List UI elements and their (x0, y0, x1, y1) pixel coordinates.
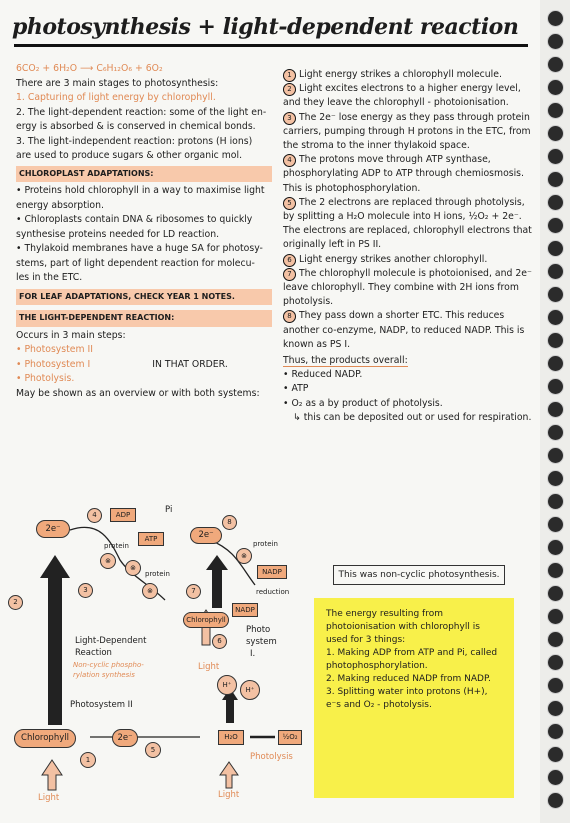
chloroplast-line: stems, part of light dependent reaction for molecu- (16, 257, 255, 269)
step-8: 8 They pass down a shorter ETC. This reduces another co-enzyme, NADP, to reduced NADP. This is known as PS I. (283, 310, 525, 350)
ps1-label-c: I. (250, 649, 256, 659)
leaf-heading: FOR LEAF ADAPTATIONS, CHECK YEAR 1 NOTES. (16, 289, 272, 306)
h2o-label: H₂O (218, 730, 244, 745)
sticky-item: 3. Splitting water into protons (H+), e⁻s and O₂ - photolysis. (326, 687, 488, 710)
ldr-line: • Photosystem I IN THAT ORDER. (16, 358, 228, 370)
hplus-node-2: H⁺ (240, 680, 260, 700)
hplus-node: H⁺ (217, 675, 237, 695)
product-item: • O₂ as a by product of photolysis. (283, 397, 443, 409)
ldr-heading: THE LIGHT-DEPENDENT REACTION: (16, 310, 272, 327)
step-2: 2 Light excites electrons to a higher energy level, and they leave the chlorophyll - photoionisation. (283, 83, 521, 109)
step-7-marker: 7 (186, 584, 201, 599)
ldr-line: • Photosystem II (16, 344, 94, 355)
step-7: 7 The chlorophyll molecule is photoionised, and 2e⁻ leave chlorophyll. They combine with 2H ions from photolysis. (283, 267, 532, 308)
product-item: ↳ this can be deposited out or used for respiration. (293, 411, 532, 423)
ldr-label-2: Reaction (75, 648, 112, 658)
sticky-item: 1. Making ADP from ATP and Pi, called photophosphorylation. (326, 648, 498, 671)
light-label-ps1: Light (198, 662, 220, 672)
ps1-label-a: Photo (246, 625, 271, 635)
chlorophyll-ps2: Chlorophyll (14, 729, 76, 748)
left-line: 1. Capturing of light energy by chlorophyll. (16, 92, 216, 103)
chloroplast-heading: CHLOROPLAST ADAPTATIONS: (16, 166, 272, 183)
left-line: 2. The light-dependent reaction: some of the light en- (16, 106, 267, 118)
step-2-marker: 2 (8, 595, 23, 610)
step-8-marker: 8 (222, 515, 237, 530)
noncyclic-box: This was non-cyclic photosynthesis. (333, 565, 505, 585)
chloroplast-line: energy absorption. (16, 199, 104, 211)
protein-carrier: ⊗ (125, 560, 141, 576)
chloroplast-line: • Chloroplasts contain DNA & ribosomes to quickly (16, 214, 253, 225)
half-o2-label: ½O₂ (278, 730, 302, 745)
protein-label-2: protein (145, 570, 170, 578)
e2-node: 2e⁻ (36, 520, 70, 538)
step-6: 6 Light energy strikes another chlorophyll. (283, 253, 533, 267)
pi-label: Pi (165, 505, 173, 515)
light-label-ps2: Light (38, 793, 60, 803)
energy-arrow-head (40, 555, 70, 578)
left-line: ergy is absorbed & is conserved in chemical bonds. (16, 121, 256, 132)
noncyclic-label-1: Non-cyclic phospho- (73, 661, 144, 669)
noncyclic-label-2: rylation synthesis (73, 671, 135, 679)
step-1-marker: 1 (80, 752, 96, 768)
protein-carrier: ⊗ (100, 553, 116, 569)
chlorophyll-ps1: Chlorophyll (183, 612, 229, 628)
energy-arrow2-shaft (212, 568, 222, 608)
light-arrow (42, 760, 62, 790)
energy-arrow-shaft (48, 575, 62, 725)
photolysis-label: Photolysis (250, 752, 293, 762)
chloroplast-line: • Thylakoid membranes have a huge SA for photosy- (16, 243, 263, 254)
step-3: 3 The 2e⁻ lose energy as they pass through protein carriers, pumping through H protons in the ETC, from the stroma to the inner thylakoid space. (283, 111, 531, 152)
step-6-marker: 6 (212, 634, 227, 649)
products-heading: Thus, the products overall: (283, 355, 408, 367)
ldr-line: Occurs in 3 main steps: (16, 329, 126, 341)
protein-label-3: protein (253, 540, 278, 548)
step-1: 1 Light energy strikes a chlorophyll molecule. (283, 68, 533, 82)
step-3-marker: 3 (78, 583, 93, 598)
left-line: There are 3 main stages to photosynthesis: (16, 77, 219, 89)
ldr-line: • Photolysis. (16, 373, 75, 384)
step-4-marker: 4 (87, 508, 102, 523)
ps2-label: Photosystem II (70, 700, 133, 710)
light-arrow-3 (220, 762, 238, 788)
protein-carrier: ⊗ (236, 548, 252, 564)
e2-node-photolysis: 2e⁻ (112, 729, 138, 747)
ldr-label-1: Light-Dependent (75, 636, 147, 646)
e2-node-ps1: 2e⁻ (190, 527, 222, 544)
left-line: are used to produce sugars & other organic mol. (16, 150, 243, 161)
nadp-label: NADP (257, 565, 287, 579)
chloroplast-line: les in the ETC. (16, 272, 83, 283)
ps1-label-b: system (246, 637, 277, 647)
equation: 6CO₂ + 6H₂O ⟶ C₆H₁₂O₆ + 6O₂ (16, 63, 163, 74)
product-item: • ATP (283, 383, 309, 395)
sticky-intro: The energy resulting from photoionisation with chlorophyll is used for 3 things: (326, 609, 480, 645)
page-title: photosynthesis + light-dependent reaction (12, 14, 519, 40)
step-4: 4 The protons move through ATP synthase, phosphorylating ADP to ATP through chemiosmosis. This is photophosphorylation. (283, 154, 524, 194)
left-line: 3. The light-independent reaction: protons (H ions) (16, 135, 253, 147)
sticky-item: 2. Making reduced NADP from NADP. (326, 674, 491, 684)
product-item: • Reduced NADP. (283, 369, 363, 381)
chloroplast-line: synthesise proteins needed for LD reaction. (16, 228, 220, 240)
light-label-photolysis: Light (218, 790, 240, 800)
protein-carrier: ⊗ (142, 583, 158, 599)
adp-label: ADP (110, 508, 136, 522)
energy-arrow2-head (206, 555, 228, 570)
reduction-label: reduction (256, 588, 290, 596)
in-that-order: IN THAT ORDER. (152, 358, 228, 370)
step-5: 5 The 2 electrons are replaced through photolysis, by splitting a H₂O molecule into H ions, ½O₂ + 2e⁻. The electrons are replaced, chlorophyll electrons that originally left in PS II. (283, 196, 532, 251)
step-5-marker: 5 (145, 742, 161, 758)
overview-line: May be shown as an overview or with both systems: (16, 387, 260, 399)
nadp-label-2: NADP (232, 603, 258, 617)
chloroplast-line: • Proteins hold chlorophyll in a way to maximise light (16, 185, 265, 196)
protein-label: protein (104, 542, 129, 550)
atp-label: ATP (138, 532, 164, 546)
